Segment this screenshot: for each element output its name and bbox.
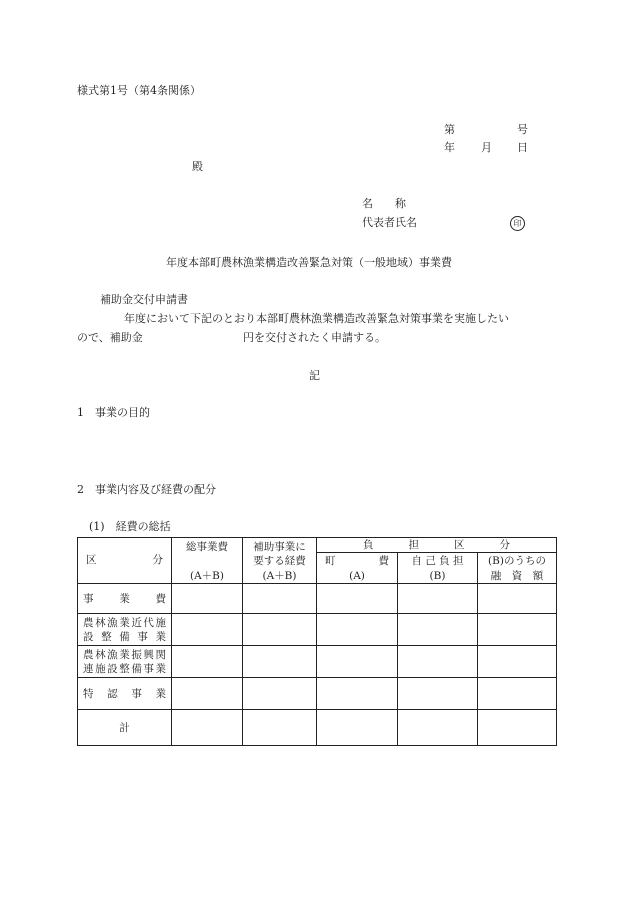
table-cell [398, 646, 478, 678]
table-cell [478, 614, 557, 646]
row-label: 農林漁業振興関 連施設整備事業 [78, 646, 172, 678]
table-cell [478, 584, 557, 614]
ki-heading: 記 [309, 369, 320, 382]
body-line-1: 年度において下記のとおり本部町農林漁業構造改善緊急対策事業を実施したい [124, 312, 509, 325]
table-cell [243, 678, 317, 710]
subsection-1-heading: (1) 経費の総括 [89, 520, 171, 533]
header-burden-division: 負 担 区 分 [317, 538, 557, 553]
body-line-2a: ので、補助金 [77, 331, 143, 344]
table-cell [172, 710, 243, 746]
table-cell [398, 584, 478, 614]
table-cell [243, 710, 317, 746]
addressee-suffix: 殿 [192, 160, 203, 173]
form-number: 様式第1号（第4条関係） [77, 84, 201, 97]
table-cell [317, 614, 398, 646]
table-cell [172, 646, 243, 678]
document-title: 年度本部町農林漁業構造改善緊急対策（一般地域）事業費 [166, 256, 452, 269]
section-1-heading: 1 事業の目的 [77, 406, 150, 419]
table-row [78, 614, 557, 646]
applicant-rep-label: 代表者氏名 [362, 216, 417, 229]
table-cell [478, 646, 557, 678]
header-subsidy-cost: 補助事業に 要する経費 (A＋B) [243, 538, 317, 584]
table-cell [398, 678, 478, 710]
table-cell [317, 710, 398, 746]
table-row [78, 584, 557, 614]
seal-icon: 印 [510, 216, 525, 231]
table-cell [172, 678, 243, 710]
body-line-2b: 円を交付されたく申請する。 [243, 331, 386, 344]
header-kubun: 区 分 [78, 538, 172, 584]
table-cell [317, 646, 398, 678]
doc-number-dai: 第 [444, 123, 455, 136]
table-cell [172, 614, 243, 646]
table-cell [478, 710, 557, 746]
row-label: 事 業 費 [78, 584, 172, 614]
table-cell [172, 584, 243, 614]
row-label: 農林漁業近代施 設 整 備 事 業 [78, 614, 172, 646]
date-year: 年 [444, 141, 455, 154]
table-cell [243, 584, 317, 614]
applicant-name-label: 名 称 [362, 197, 406, 210]
table-cell [243, 646, 317, 678]
table-row [78, 678, 557, 710]
table-cell [478, 678, 557, 710]
header-town-cost: 町 費 (A) [317, 553, 398, 584]
table-cell [398, 614, 478, 646]
table-cell [317, 678, 398, 710]
document-subtitle: 補助金交付申請書 [100, 293, 188, 306]
row-label: 特 認 事 業 [78, 678, 172, 710]
header-self-burden: 自 己 負 担 (B) [398, 553, 478, 584]
expense-summary-table [77, 537, 557, 746]
table-cell [243, 614, 317, 646]
table-row-total [78, 710, 557, 746]
table-cell [317, 584, 398, 614]
section-2-heading: 2 事業内容及び経費の配分 [77, 483, 216, 496]
doc-number-go: 号 [517, 123, 528, 136]
header-loan-amount: (B)のうちの 融 資 額 [478, 553, 557, 584]
date-day: 日 [517, 141, 528, 154]
header-total-cost: 総事業費 (A＋B) [172, 538, 243, 584]
table-row [78, 646, 557, 678]
date-month: 月 [481, 141, 492, 154]
table-cell [398, 710, 478, 746]
row-label-total: 計 [78, 710, 172, 746]
